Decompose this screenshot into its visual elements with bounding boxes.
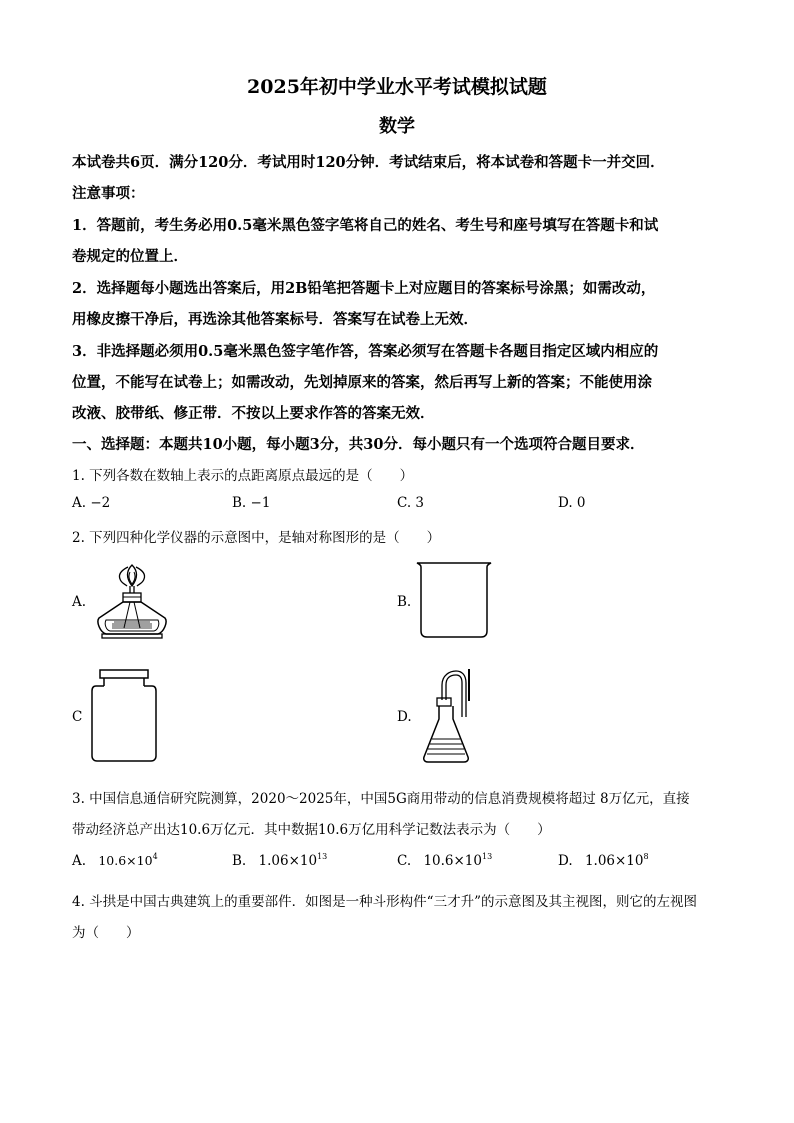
q3-option-d-label: D. xyxy=(558,853,573,869)
q1-option-c: C. 3 xyxy=(397,495,425,511)
q1-option-b: B. −1 xyxy=(232,495,271,511)
q2-option-d-label: D. xyxy=(397,709,412,725)
q1-option-a: A. −2 xyxy=(72,495,111,511)
note-2-line-1: 2．选择题每小题选出答案后，用2B铅笔把答题卡上对应题目的答案标号涂黑；如需改动， xyxy=(72,280,656,297)
q3-option-a-label: A. xyxy=(72,853,87,869)
section-1-heading: 一、选择题：本题共10小题，每小题3分，共30分．每小题只有一个选项符合题目要求． xyxy=(72,436,645,453)
note-3-line-2: 位置，不能写在试卷上；如需改动，先划掉原来的答案，然后再写上新的答案；不能使用涂 xyxy=(72,374,652,391)
q1-stem: 1. 下列各数在数轴上表示的点距离原点最远的是（ ） xyxy=(72,468,414,484)
note-3-line-1: 3．非选择题必须用0.5毫米黑色签字笔作答，答案必须写在答题卡各题目指定区域内相应的 xyxy=(72,343,659,360)
alcohol-lamp-figure xyxy=(92,562,172,642)
q3-option-a-exp: 4 xyxy=(152,852,158,861)
q3-option-a-base: 10.6×10 xyxy=(98,853,153,868)
q3-option-d-base: 1.06×10 xyxy=(584,853,644,869)
note-2-line-2: 用橡皮擦干净后，再选涂其他答案标号．答案写在试卷上无效． xyxy=(72,311,478,328)
q4-stem-line-2: 为（ ） xyxy=(72,925,140,941)
q3-option-b-label: B. xyxy=(232,853,247,869)
q3-option-a xyxy=(72,852,158,869)
page-title: 2025年初中学业水平考试模拟试题 xyxy=(247,76,547,98)
q2-option-c-label: C xyxy=(72,709,83,725)
q3-option-b-exp: 13 xyxy=(317,852,328,861)
q3-stem-line-2: 带动经济总产出达10.6万亿元．其中数据10.6万亿用科学记数法表示为（ ） xyxy=(72,822,551,838)
note-1-line-1: 1．答题前，考生务必用0.5毫米黑色签字笔将自己的姓名、考生号和座号填写在答题卡和试 xyxy=(72,217,659,234)
q2-option-a-label: A. xyxy=(72,594,87,610)
beaker-figure xyxy=(415,561,495,641)
q3-option-d-exp: 8 xyxy=(643,852,649,861)
q1-option-d: D. 0 xyxy=(558,495,586,511)
q3-option-c-label: C. xyxy=(397,853,412,869)
q2-stem: 2. 下列四种化学仪器的示意图中，是轴对称图形的是（ ） xyxy=(72,530,441,546)
q3-option-c-exp: 13 xyxy=(482,852,493,861)
q3-option-c xyxy=(397,852,492,869)
q3-option-b xyxy=(232,852,327,869)
note-1-line-2: 卷规定的位置上． xyxy=(72,248,188,265)
q3-option-d xyxy=(558,852,649,869)
q2-option-b-label: B. xyxy=(397,594,412,610)
q3-option-b-base: 1.06×10 xyxy=(258,853,318,869)
intro-line: 本试卷共6页．满分120分．考试用时120分钟．考试结束后，将本试卷和答题卡一并交回． xyxy=(72,154,665,171)
q4-stem-line-1: 4. 斗拱是中国古典建筑上的重要部件．如图是一种斗形构件“三才升”的示意图及其主视图，则它的左视图 xyxy=(72,894,697,910)
note-3-line-3: 改液、胶带纸、修正带．不按以上要求作答的答案无效． xyxy=(72,405,435,422)
q3-option-c-base: 10.6×10 xyxy=(423,853,482,869)
subject-title: 数学 xyxy=(379,116,415,137)
flask-figure xyxy=(420,665,482,767)
q3-stem-line-1: 3. 中国信息通信研究院测算，2020～2025年，中国5G商用带动的信息消费规模将超过 8万亿元，直接 xyxy=(72,791,690,807)
notice-heading: 注意事项： xyxy=(72,185,145,202)
reagent-bottle-figure xyxy=(90,668,158,764)
